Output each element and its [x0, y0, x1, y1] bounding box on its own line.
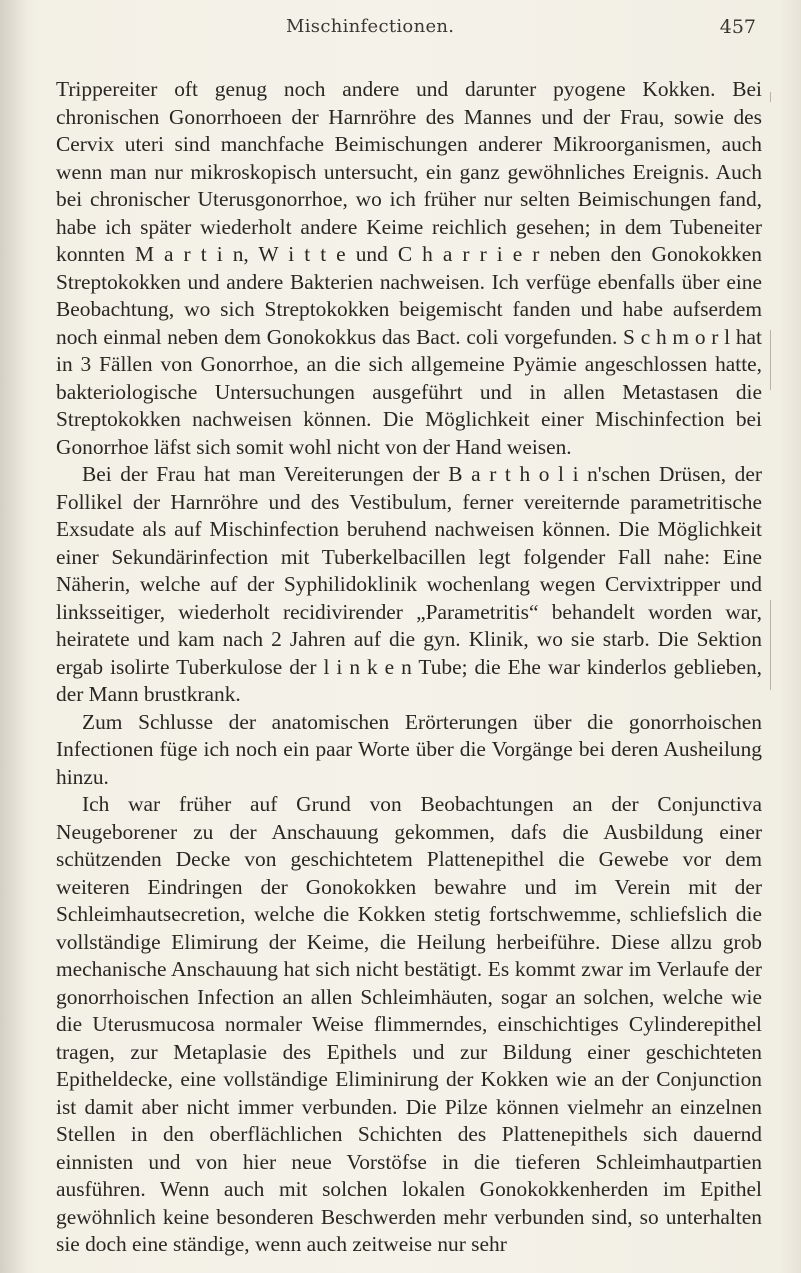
paragraph-3: Zum Schlusse der anatomischen Erörterungen über die gonorrhoischen Infectionen füge ich noch ein paar Worte über die Vorgänge bei deren Ausheilung hinzu. [56, 709, 762, 789]
body-text [56, 76, 762, 1259]
edge-mark [770, 330, 771, 390]
running-title: Mischinfectionen. [286, 16, 455, 37]
edge-mark [770, 92, 771, 102]
running-head [56, 12, 756, 42]
page-number: 457 [719, 16, 756, 38]
edge-mark [770, 600, 771, 690]
paragraph-1: Trippereiter oft genug noch andere und darunter pyogene Kokken. Bei chronischen Gonorrhoeen der Harnröhre des Mannes und der Frau, sowie des Cervix uteri sind manchfache Beimischungen anderer Mikroorganismen, auch wenn man nur mikroskopisch untersucht, ein ganz gewöhnliches Ereignis. Auch bei chronischer Uterusgonorrhoe, wo ich früher nur selten Beimischungen fand, habe ich später wiederholt andere Keime reichlich gesehen; in dem Tubeneiter konnten M a r t i n, W i t t e und C h a r r i e r neben den Gonokokken Streptokokken und andere Bakterien nachweisen. Ich verfüge ebenfalls über eine Beobachtung, wo sich Streptokokken beigemischt fanden und habe aufserdem noch einmal neben dem Gonokokkus das Bact. coli vorgefunden. S c h m o r l hat in 3 Fällen von Gonorrhoe, an die sich allgemeine Pyämie angeschlossen hatte, bakteriologische Untersuchungen ausgeführt und in allen Metastasen die Streptokokken nachweisen können. Die Möglichkeit einer Mischinfection bei Gonorrhoe läfst sich somit wohl nicht von der Hand weisen. [56, 77, 762, 459]
binding-shadow [0, 0, 28, 1273]
paragraph-4: Ich war früher auf Grund von Beobachtungen an der Conjunctiva Neugeborener zu der Anschauung gekommen, dafs die Ausbildung einer schützenden Decke von geschichtetem Plattenepithel die Gewebe vor dem weiteren Eindringen der Gonokokken bewahre und im Verein mit der Schleimhautsecretion, welche die Kokken stetig fortschwemme, schliefslich die vollständige Elimirung der Keime, die Heilung herbeiführe. Diese allzu grob mechanische Anschauung hat sich nicht bestätigt. Es kommt zwar im Verlaufe der gonorrhoischen Infection an allen Schleimhäuten, sogar an solchen, welche wie die Uterusmucosa normaler Weise flimmerndes, einschichtiges Cylinderepithel tragen, zur Metaplasie des Epithels und zur Bildung einer geschichteten Epitheldecke, eine vollständige Eliminirung der Kokken wie an der Conjunction ist damit aber nicht immer verbunden. Die Pilze können vielmehr an einzelnen Stellen in den oberflächlichen Schichten des Plattenepithels sich dauernd einnisten und von hier neue Vorstöfse in die tieferen Schleimhautpartien ausführen. Wenn auch mit solchen lokalen Gonokokkenherden im Epithel gewöhnlich keine besonderen Beschwerden mehr verbunden sind, so unterhalten sie doch eine ständige, wenn auch zeitweise nur sehr [56, 792, 762, 1256]
paragraph-2: Bei der Frau hat man Vereiterungen der B a r t h o l i n'schen Drüsen, der Follikel der Harnröhre und des Vestibulum, ferner vereiternde parametritische Exsudate als auf Mischinfection beruhend nachweisen können. Die Möglichkeit einer Sekundärinfection mit Tuberkelbacillen legt folgender Fall nahe: Eine Näherin, welche auf der Syphilidoklinik wochenlang wegen Cervixtripper und linksseitiger, wiederholt recidivirender „Parametritis“ behandelt worden war, heiratete und kam nach 2 Jahren auf die gyn. Klinik, wo sie starb. Die Sektion ergab isolirte Tuberkulose der l i n k e n Tube; die Ehe war kinderlos geblieben, der Mann brustkrank. [56, 462, 762, 706]
